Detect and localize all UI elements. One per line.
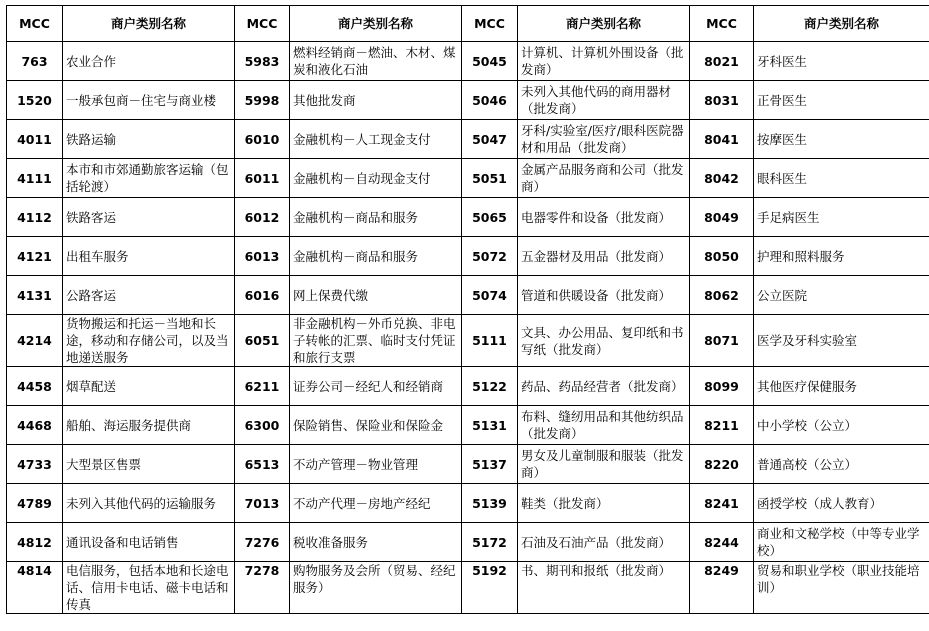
mcc-code-cell: 1520 bbox=[7, 81, 63, 120]
merchant-category-name-cell: 管道和供暖设备（批发商） bbox=[518, 276, 690, 315]
merchant-category-name-cell: 商业和文秘学校（中等专业学校） bbox=[754, 523, 929, 562]
mcc-code-cell: 5065 bbox=[462, 198, 518, 237]
mcc-code-cell: 4011 bbox=[7, 120, 63, 159]
mcc-code-cell: 8049 bbox=[690, 198, 754, 237]
merchant-category-name-cell: 鞋类（批发商） bbox=[518, 484, 690, 523]
mcc-code-cell: 6016 bbox=[235, 276, 290, 315]
mcc-code-cell: 4733 bbox=[7, 445, 63, 484]
merchant-category-name-cell: 布料、缝纫用品和其他纺织品（批发商） bbox=[518, 406, 690, 445]
merchant-category-name-cell: 燃料经销商－燃油、木材、煤炭和液化石油 bbox=[290, 42, 462, 81]
name-header: 商户类别名称 bbox=[63, 6, 235, 42]
mcc-code-cell: 7276 bbox=[235, 523, 290, 562]
merchant-category-name-cell: 税收准备服务 bbox=[290, 523, 462, 562]
mcc-code-cell: 6513 bbox=[235, 445, 290, 484]
merchant-category-name-cell: 文具、办公用品、复印纸和书写纸（批发商） bbox=[518, 315, 690, 367]
mcc-code-cell: 4789 bbox=[7, 484, 63, 523]
mcc-code-cell: 5131 bbox=[462, 406, 518, 445]
merchant-category-name-cell: 通讯设备和电话销售 bbox=[63, 523, 235, 562]
merchant-category-name-cell: 船舶、海运服务提供商 bbox=[63, 406, 235, 445]
merchant-category-name-cell: 男女及儿童制服和服装（批发商） bbox=[518, 445, 690, 484]
name-header: 商户类别名称 bbox=[518, 6, 690, 42]
mcc-code-cell: 6300 bbox=[235, 406, 290, 445]
mcc-code-cell: 8041 bbox=[690, 120, 754, 159]
mcc-code-cell: 8071 bbox=[690, 315, 754, 367]
mcc-code-cell: 4468 bbox=[7, 406, 63, 445]
mcc-code-cell: 5137 bbox=[462, 445, 518, 484]
merchant-category-name-cell: 不动产管理－物业管理 bbox=[290, 445, 462, 484]
mcc-code-cell: 4131 bbox=[7, 276, 63, 315]
mcc-code-cell: 8062 bbox=[690, 276, 754, 315]
name-header: 商户类别名称 bbox=[754, 6, 929, 42]
mcc-code-cell: 5046 bbox=[462, 81, 518, 120]
merchant-category-name-cell: 未列入其他代码的商用器材（批发商） bbox=[518, 81, 690, 120]
table-body bbox=[7, 42, 929, 614]
table-row bbox=[7, 406, 929, 445]
mcc-code-cell: 6012 bbox=[235, 198, 290, 237]
mcc-code-cell: 6010 bbox=[235, 120, 290, 159]
mcc-code-cell: 7013 bbox=[235, 484, 290, 523]
mcc-code-cell: 6211 bbox=[235, 367, 290, 406]
merchant-category-name-cell: 石油及石油产品（批发商） bbox=[518, 523, 690, 562]
merchant-category-name-cell: 计算机、计算机外围设备（批发商） bbox=[518, 42, 690, 81]
mcc-code-cell: 8021 bbox=[690, 42, 754, 81]
merchant-category-name-cell: 货物搬运和托运－当地和长途，移动和存储公司，以及当地递送服务 bbox=[63, 315, 235, 367]
mcc-code-cell: 6013 bbox=[235, 237, 290, 276]
mcc-code-cell: 8241 bbox=[690, 484, 754, 523]
mcc-code-cell: 4112 bbox=[7, 198, 63, 237]
mcc-code-cell: 5983 bbox=[235, 42, 290, 81]
mcc-code-cell: 4121 bbox=[7, 237, 63, 276]
merchant-category-name-cell: 金融机构－人工现金支付 bbox=[290, 120, 462, 159]
merchant-category-name-cell: 公路客运 bbox=[63, 276, 235, 315]
merchant-category-name-cell: 按摩医生 bbox=[754, 120, 929, 159]
mcc-code-cell: 4214 bbox=[7, 315, 63, 367]
mcc-code-cell: 7278 bbox=[235, 562, 290, 614]
merchant-category-name-cell: 五金器材及用品（批发商） bbox=[518, 237, 690, 276]
merchant-category-name-cell: 证券公司－经纪人和经销商 bbox=[290, 367, 462, 406]
merchant-category-name-cell: 贸易和职业学校（职业技能培训） bbox=[754, 562, 929, 614]
table-row bbox=[7, 315, 929, 367]
mcc-code-cell: 8220 bbox=[690, 445, 754, 484]
mcc-code-cell: 5998 bbox=[235, 81, 290, 120]
merchant-category-name-cell: 电信服务，包括本地和长途电话、信用卡电话、磁卡电话和传真 bbox=[63, 562, 235, 614]
table-row bbox=[7, 237, 929, 276]
mcc-code-cell: 8244 bbox=[690, 523, 754, 562]
mcc-code-cell: 4814 bbox=[7, 562, 63, 614]
merchant-category-name-cell: 其他医疗保健服务 bbox=[754, 367, 929, 406]
mcc-code-cell: 5051 bbox=[462, 159, 518, 198]
mcc-code-cell: 8031 bbox=[690, 81, 754, 120]
merchant-category-name-cell: 保险销售、保险业和保险金 bbox=[290, 406, 462, 445]
mcc-header: MCC bbox=[7, 6, 63, 42]
merchant-category-name-cell: 大型景区售票 bbox=[63, 445, 235, 484]
merchant-category-name-cell: 一般承包商－住宅与商业楼 bbox=[63, 81, 235, 120]
merchant-category-name-cell: 不动产代理－房地产经纪 bbox=[290, 484, 462, 523]
merchant-category-name-cell: 金融机构－商品和服务 bbox=[290, 198, 462, 237]
merchant-category-name-cell: 中小学校（公立） bbox=[754, 406, 929, 445]
table-row bbox=[7, 445, 929, 484]
merchant-category-name-cell: 电器零件和设备（批发商） bbox=[518, 198, 690, 237]
merchant-category-name-cell: 公立医院 bbox=[754, 276, 929, 315]
mcc-code-cell: 8099 bbox=[690, 367, 754, 406]
merchant-category-name-cell: 金融机构－自动现金支付 bbox=[290, 159, 462, 198]
merchant-category-name-cell: 眼科医生 bbox=[754, 159, 929, 198]
merchant-category-name-cell: 非金融机构－外币兑换、非电子转帐的汇票、临时支付凭证和旅行支票 bbox=[290, 315, 462, 367]
merchant-category-name-cell: 农业合作 bbox=[63, 42, 235, 81]
merchant-category-name-cell: 药品、药品经营者（批发商） bbox=[518, 367, 690, 406]
mcc-code-cell: 5111 bbox=[462, 315, 518, 367]
merchant-category-name-cell: 烟草配送 bbox=[63, 367, 235, 406]
table-row bbox=[7, 367, 929, 406]
mcc-code-cell: 5122 bbox=[462, 367, 518, 406]
mcc-code-cell: 5192 bbox=[462, 562, 518, 614]
merchant-category-name-cell: 牙科/实验室/医疗/眼科医院器材和用品（批发商） bbox=[518, 120, 690, 159]
mcc-code-cell: 5047 bbox=[462, 120, 518, 159]
merchant-category-name-cell: 手足病医生 bbox=[754, 198, 929, 237]
mcc-code-cell: 4812 bbox=[7, 523, 63, 562]
table-row bbox=[7, 276, 929, 315]
mcc-code-cell: 763 bbox=[7, 42, 63, 81]
mcc-code-cell: 8050 bbox=[690, 237, 754, 276]
merchant-category-name-cell: 出租车服务 bbox=[63, 237, 235, 276]
mcc-code-cell: 5045 bbox=[462, 42, 518, 81]
table-row bbox=[7, 120, 929, 159]
mcc-code-cell: 5072 bbox=[462, 237, 518, 276]
mcc-header: MCC bbox=[462, 6, 518, 42]
name-header: 商户类别名称 bbox=[290, 6, 462, 42]
mcc-header: MCC bbox=[235, 6, 290, 42]
mcc-header: MCC bbox=[690, 6, 754, 42]
mcc-code-cell: 8042 bbox=[690, 159, 754, 198]
merchant-category-name-cell: 本市和市郊通勤旅客运输（包括轮渡） bbox=[63, 159, 235, 198]
merchant-category-name-cell: 金融机构－商品和服务 bbox=[290, 237, 462, 276]
merchant-category-name-cell: 其他批发商 bbox=[290, 81, 462, 120]
mcc-table bbox=[6, 5, 929, 614]
merchant-category-name-cell: 网上保费代缴 bbox=[290, 276, 462, 315]
table-row bbox=[7, 562, 929, 614]
table-row bbox=[7, 523, 929, 562]
merchant-category-name-cell: 购物服务及会所（贸易、经纪服务） bbox=[290, 562, 462, 614]
merchant-category-name-cell: 普通高校（公立） bbox=[754, 445, 929, 484]
mcc-code-cell: 4458 bbox=[7, 367, 63, 406]
table-row bbox=[7, 81, 929, 120]
merchant-category-name-cell: 牙科医生 bbox=[754, 42, 929, 81]
table-row bbox=[7, 198, 929, 237]
table-row bbox=[7, 159, 929, 198]
mcc-code-cell: 8211 bbox=[690, 406, 754, 445]
mcc-code-cell: 5172 bbox=[462, 523, 518, 562]
merchant-category-name-cell: 铁路运输 bbox=[63, 120, 235, 159]
mcc-code-cell: 6011 bbox=[235, 159, 290, 198]
merchant-category-name-cell: 医学及牙科实验室 bbox=[754, 315, 929, 367]
mcc-code-cell: 6051 bbox=[235, 315, 290, 367]
merchant-category-name-cell: 护理和照料服务 bbox=[754, 237, 929, 276]
mcc-code-cell: 8249 bbox=[690, 562, 754, 614]
table-header-row bbox=[7, 6, 929, 42]
table-row bbox=[7, 42, 929, 81]
merchant-category-name-cell: 铁路客运 bbox=[63, 198, 235, 237]
merchant-category-name-cell: 未列入其他代码的运输服务 bbox=[63, 484, 235, 523]
table-row bbox=[7, 484, 929, 523]
merchant-category-name-cell: 函授学校（成人教育） bbox=[754, 484, 929, 523]
mcc-code-cell: 4111 bbox=[7, 159, 63, 198]
merchant-category-name-cell: 金属产品服务商和公司（批发商） bbox=[518, 159, 690, 198]
merchant-category-name-cell: 正骨医生 bbox=[754, 81, 929, 120]
mcc-code-cell: 5139 bbox=[462, 484, 518, 523]
merchant-category-name-cell: 书、期刊和报纸（批发商） bbox=[518, 562, 690, 614]
mcc-code-cell: 5074 bbox=[462, 276, 518, 315]
